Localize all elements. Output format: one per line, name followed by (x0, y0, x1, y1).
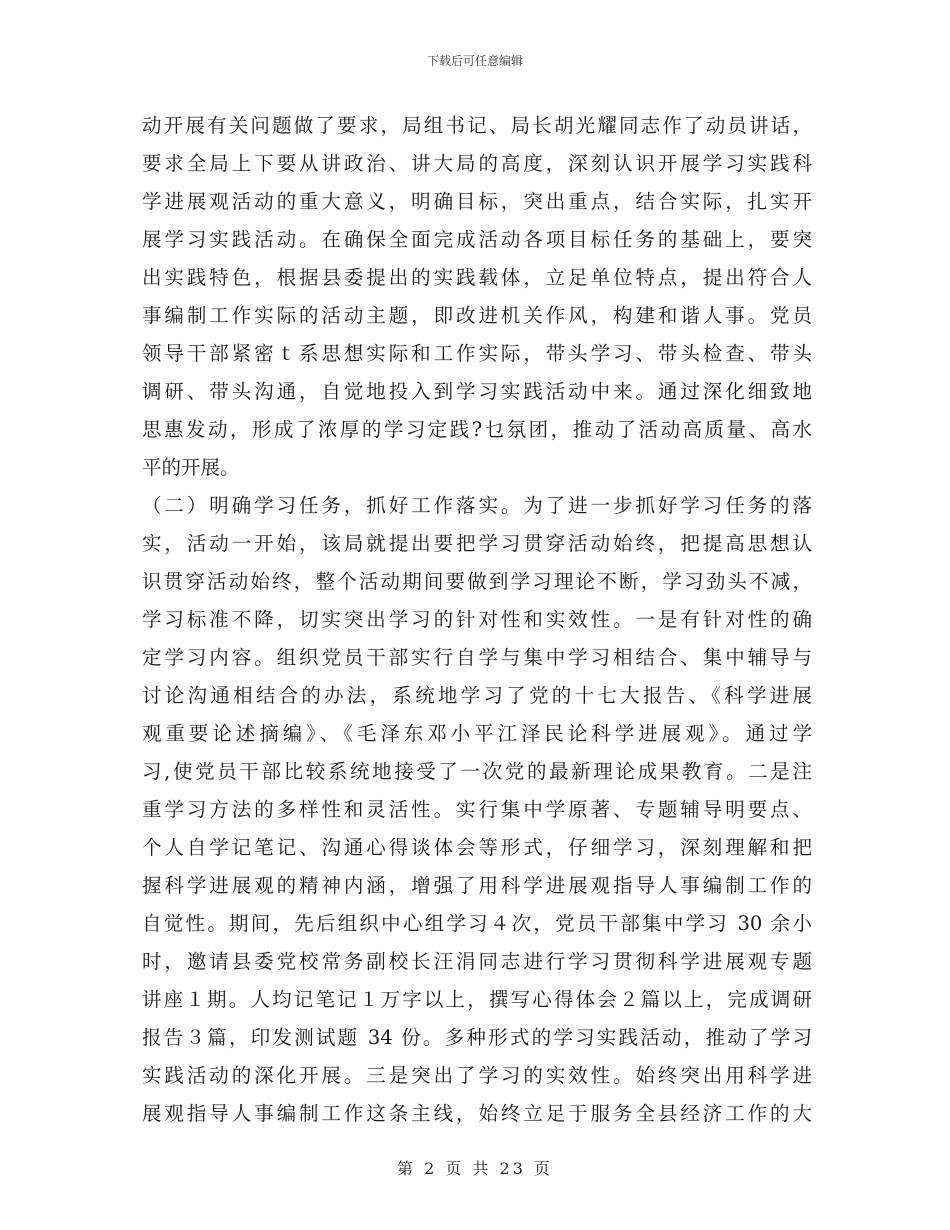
body-line: 实，活动一开始，该局就提出要把学习贯穿活动始终，把提高思想认 (142, 532, 812, 555)
body-line: 识贯穿活动始终，整个活动期间要做到学习理论不断，学习劲头不减， (142, 570, 812, 593)
body-line: 动开展有关问题做了要求，局组书记、局长胡光耀同志作了动员讲话， (142, 114, 812, 137)
body-line: 展观指导人事编制工作这条主线，始终立足于服务全县经济工作的大 (142, 1102, 812, 1125)
body-line: 调研、带头沟通，自觉地投入到学习实践活动中来。通过深化细致地 (142, 380, 812, 403)
body-line: 握科学进展观的精神内涵，增强了用科学进展观指导人事编制工作的 (142, 874, 812, 897)
body-line: 观重要论述摘编》、《毛泽东邓小平江泽民论科学进展观》。通过学 (142, 722, 812, 745)
page-header-watermark: 下载后可任意编辑 (426, 54, 523, 68)
document-body (142, 107, 812, 1133)
body-line: 习,使党员干部比较系统地接受了一次党的最新理论成果教育。二是注 (142, 760, 812, 783)
body-line: （二）明确学习任务，抓好工作落实。为了进一步抓好学习任务的落 (142, 494, 812, 517)
body-line: 个人自学记笔记、沟通心得谈体会等形式，仔细学习，深刻理解和把 (142, 836, 812, 859)
body-line: 学习标准不降，切实突出学习的针对性和实效性。一是有针对性的确 (142, 608, 812, 631)
body-line: 平的开展。 (142, 456, 240, 479)
body-line: 时，邀请县委党校常务副校长汪涓同志进行学习贯彻科学进展观专题 (142, 950, 812, 973)
body-line: 领导干部紧密ｔ系思想实际和工作实际，带头学习、带头检查、带头 (142, 342, 812, 365)
body-line: 事编制工作实际的活动主题，即改进机关作风，构建和谐人事。党员 (142, 304, 812, 327)
body-line: 重学习方法的多样性和灵活性。实行集中学原著、专题辅导明要点、 (142, 798, 812, 821)
page-number-footer: 第 2 页 共 23 页 (397, 1159, 553, 1178)
body-line: 定学习内容。组织党员干部实行自学与集中学习相结合、集中辅导与 (142, 646, 812, 669)
body-line: 自觉性。期间，先后组织中心组学习４次，党员干部集中学习 30 余小 (142, 912, 812, 935)
body-line: 学进展观活动的重大意义，明确目标，突出重点，结合实际，扎实开 (142, 190, 812, 213)
body-line: 讨论沟通相结合的办法，系统地学习了党的十七大报告、《科学进展 (142, 684, 812, 707)
body-line: 要求全局上下要从讲政治、讲大局的高度，深刻认识开展学习实践科 (142, 152, 812, 175)
body-line: 讲座１期。人均记笔记１万字以上，撰写心得体会２篇以上，完成调研 (142, 988, 812, 1011)
body-line: 思惠发动，形成了浓厚的学习定践?乜氛团，推动了活动高质量、高水 (142, 418, 812, 441)
body-line: 出实践特色，根据县委提出的实践载体，立足单位特点，提出符合人 (142, 266, 812, 289)
body-line: 展学习实践活动。在确保全面完成活动各项目标任务的基础上，要突 (142, 228, 812, 251)
body-line: 实践活动的深化开展。三是突出了学习的实效性。始终突出用科学进 (142, 1064, 812, 1087)
body-line: 报告３篇，印发测试题 34 份。多种形式的学习实践活动，推动了学习 (142, 1026, 812, 1049)
